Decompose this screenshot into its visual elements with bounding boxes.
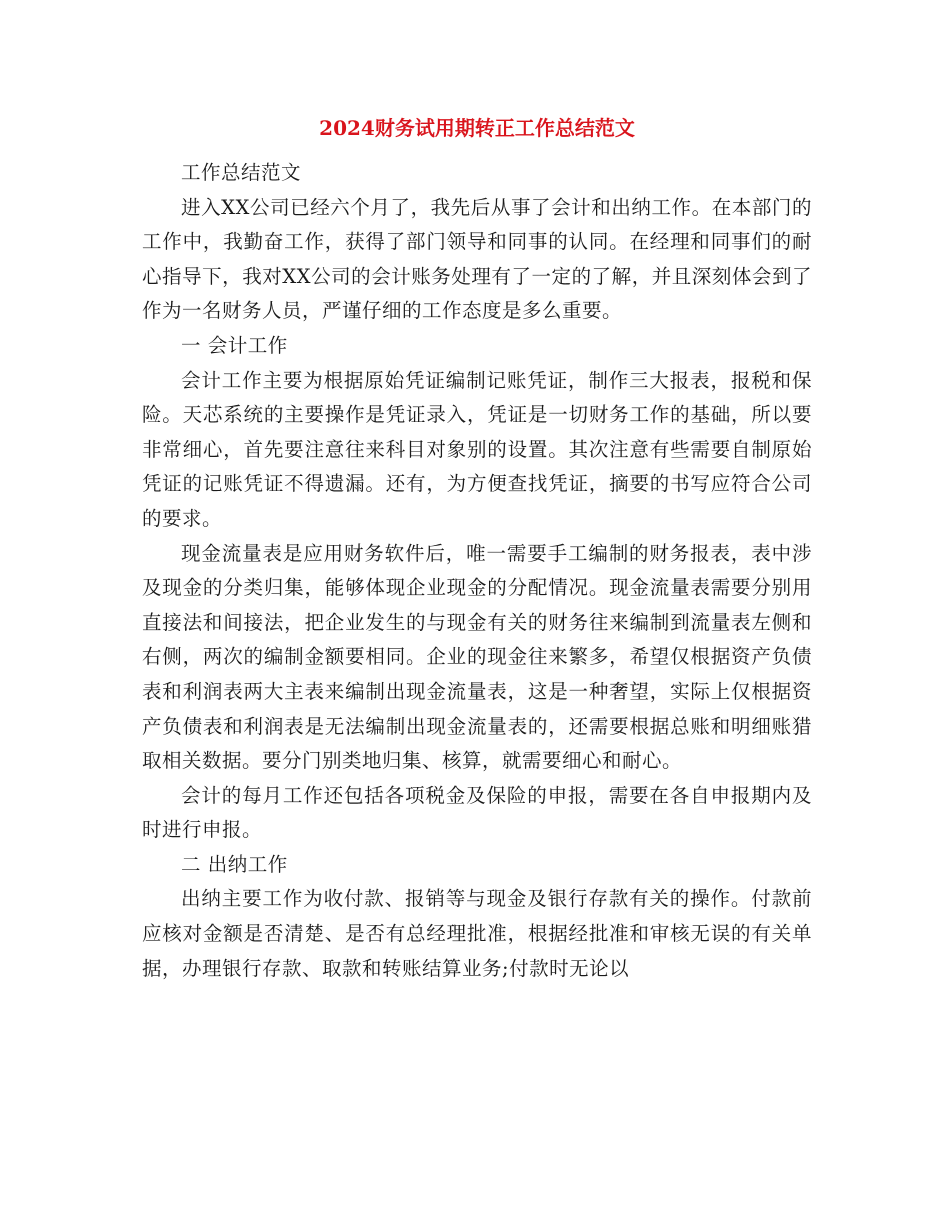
subtitle-paragraph: 工作总结范文 — [181, 161, 302, 184]
accounting-paragraph: 会计工作主要为根据原始凭证编制记账凭证，制作三大报表，报税和保险。天芯系统的主要操作是凭证录入，凭证是一切财务工作的基础，所以要非常细心，首先要注意往来科目对象别的设置。其次注意有些需要自制原始凭证的记账凭证不得遗漏。还有，为方便查找凭证，摘要的书写应符合公司的要求。 — [142, 368, 812, 530]
intro-paragraph: 进入XX公司已经六个月了，我先后从事了会计和出纳工作。在本部门的工作中，我勤奋工作，获得了部门领导和同事的认同。在经理和同事们的耐心指导下，我对XX公司的会计账务处理有了一定的了解，并且深刻体会到了作为一名财务人员，严谨仔细的工作态度是多么重要。 — [142, 195, 812, 323]
tax-paragraph: 会计的每月工作还包括各项税金及保险的申报，需要在各自申报期内及时进行申报。 — [142, 783, 812, 842]
section-heading-cashier: 二 出纳工作 — [181, 852, 288, 876]
document-title: 2024财务试用期转正工作总结范文 — [319, 116, 635, 140]
section-heading-accounting: 一 会计工作 — [181, 333, 288, 357]
document-body — [142, 156, 812, 986]
cashflow-paragraph: 现金流量表是应用财务软件后，唯一需要手工编制的财务报表，表中涉及现金的分类归集，能够体现企业现金的分配情况。现金流量表需要分别用直接法和间接法，把企业发生的与现金有关的财务往来编制到流量表左侧和右侧，两次的编制金额要相同。企业的现金往来繁多，希望仅根据资产负债表和利润表两大主表来编制出现金流量表，这是一种奢望，实际上仅根据资产负债表和利润表是无法编制出现金流量表的，还需要根据总账和明细账猎取相关数据。要分门别类地归集、核算，就需要细心和耐心。 — [142, 541, 812, 773]
cashier-paragraph: 出纳主要工作为收付款、报销等与现金及银行存款有关的操作。付款前应核对金额是否清楚、是否有总经理批准，根据经批准和审核无误的有关单据，办理银行存款、取款和转账结算业务;付款时无论以 — [142, 887, 812, 980]
